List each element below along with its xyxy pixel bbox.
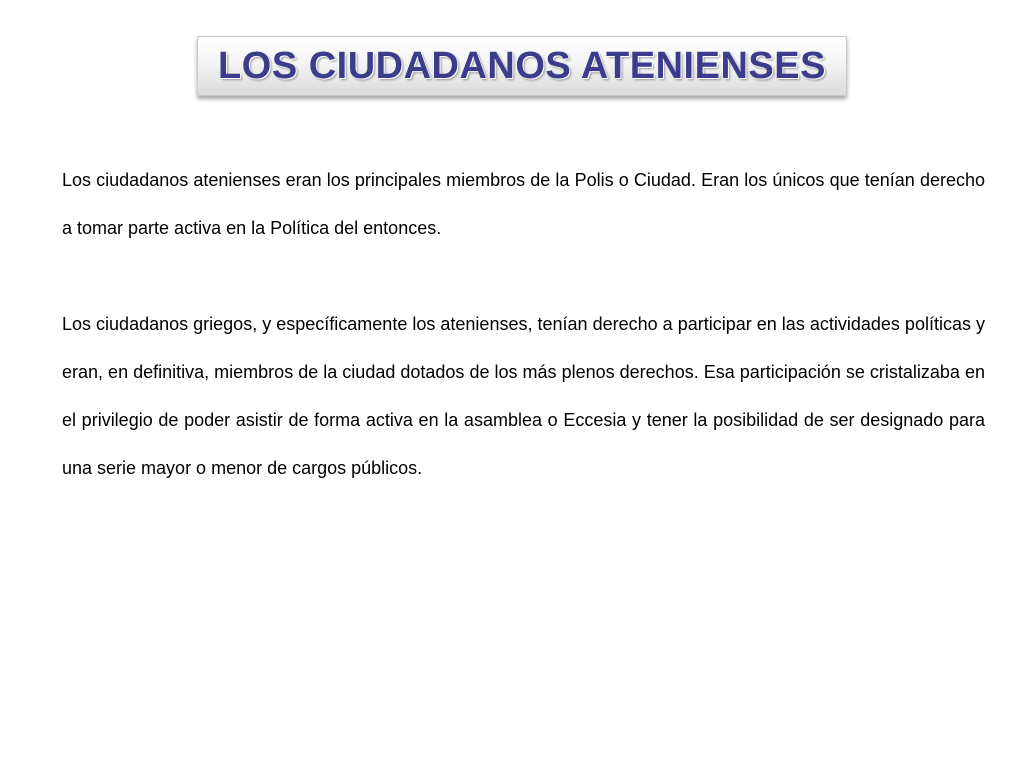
paragraph-2: Los ciudadanos griegos, y específicamente los atenienses, tenían derecho a participar en las actividades políticas y eran, en definitiva, miembros de la ciudad dotados de los más plenos derechos. Esa participación se cristalizaba en el privilegio de poder asistir de forma activa en la asamblea o Eccesia y tener la posibilidad de ser designado para una serie mayor o menor de cargos públicos.: [62, 314, 985, 478]
paragraph-1: Los ciudadanos atenienses eran los principales miembros de la Polis o Ciudad. Eran los únicos que tenían derecho a tomar parte activa en la Política del entonces.: [62, 170, 985, 238]
slide-title: LOS CIUDADANOS ATENIENSES: [218, 45, 826, 87]
slide-body: [62, 156, 985, 492]
title-banner: [197, 36, 847, 96]
